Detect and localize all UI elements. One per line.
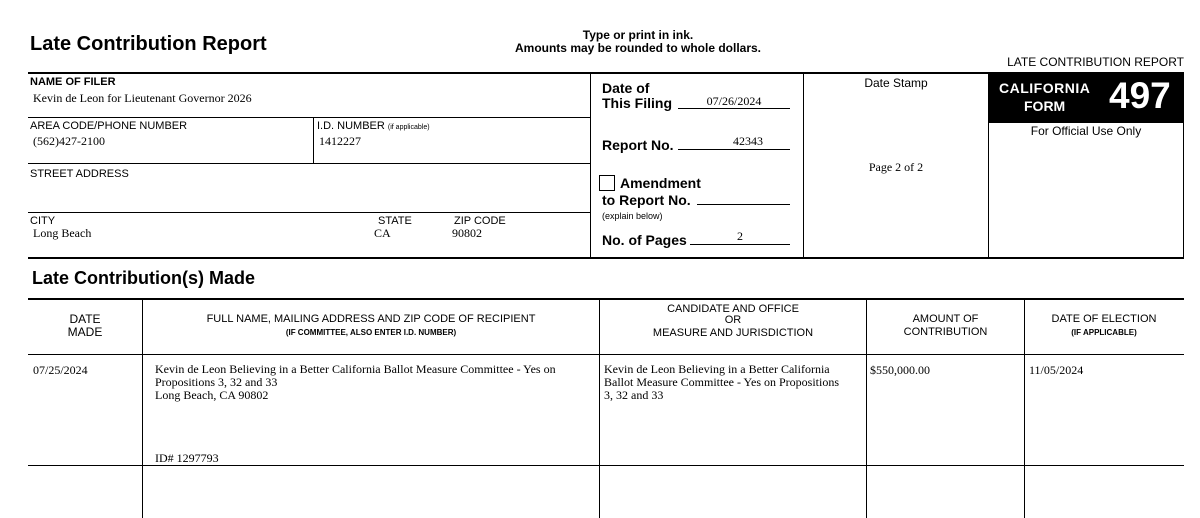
date-of-filing-value: 07/26/2024: [706, 94, 762, 108]
row-recipient-line2: Propositions 3, 32 and 33: [155, 375, 278, 389]
form-number: 497: [1109, 75, 1171, 116]
zip-value: 90802: [452, 226, 482, 240]
pages-value: 2: [737, 229, 743, 243]
filer-name-value: Kevin de Leon for Lieutenant Governor 2026: [33, 91, 252, 105]
page-title: Late Contribution Report: [30, 33, 267, 55]
table-top-rule: [28, 298, 1184, 300]
state-label: STATE: [378, 215, 412, 227]
form-state-label: CALIFORNIA: [999, 80, 1091, 96]
section-title: Late Contribution(s) Made: [32, 268, 255, 288]
filer-name-label: NAME OF FILER: [30, 76, 116, 88]
phone-id-divider: [313, 117, 314, 163]
street-label: STREET ADDRESS: [30, 168, 129, 180]
id-number-label: [317, 120, 430, 132]
city-value: Long Beach: [33, 226, 92, 240]
official-use-label: For Official Use Only: [1030, 124, 1142, 138]
amendment-report-no-underline: [697, 190, 790, 205]
row-recipient: [155, 363, 556, 402]
row-candidate-line2: Ballot Measure Committee - Yes on Propositions: [604, 375, 839, 389]
explain-note: (explain below): [602, 211, 663, 221]
header-amount-line1: AMOUNT OF: [912, 313, 979, 325]
id-number-label-text: I.D. NUMBER: [317, 120, 385, 132]
header-amount-line2: CONTRIBUTION: [903, 326, 988, 338]
form-word-label: FORM: [1024, 98, 1066, 114]
id-number-note: (if applicable): [387, 124, 430, 131]
header-date-made-line1: DATE: [69, 312, 101, 326]
row-election-date: 11/05/2024: [1029, 363, 1084, 377]
ink-instruction: Type or print in ink.: [582, 28, 694, 42]
city-label: CITY: [30, 215, 56, 227]
row-recipient-line1: Kevin de Leon Believing in a Better California Ballot Measure Committee - Yes on: [155, 362, 556, 376]
form-number-badge: [989, 73, 1183, 123]
pages-label: No. of Pages: [602, 232, 687, 248]
row-recipient-line3: Long Beach, CA 90802: [155, 388, 269, 402]
row-candidate-line1: Kevin de Leon Believing in a Better California: [604, 362, 830, 376]
header-recipient-line1: FULL NAME, MAILING ADDRESS AND ZIP CODE OF RECIPIENT: [206, 313, 536, 325]
amendment-checkbox[interactable]: [599, 175, 615, 191]
header-date-made-line2: MADE: [67, 325, 103, 339]
date-of-filing-label-line2: This Filing: [602, 95, 672, 111]
state-value: CA: [374, 226, 391, 240]
report-no-label: Report No.: [602, 137, 674, 153]
rounding-instruction: Amounts may be rounded to whole dollars.: [514, 41, 762, 55]
date-of-filing-label: [602, 81, 672, 111]
header-recipient-line2: (IF COMMITTEE, ALSO ENTER I.D. NUMBER): [285, 328, 457, 337]
row-date-made: 07/25/2024: [33, 363, 88, 377]
header-amount: [867, 313, 1024, 339]
phone-label: AREA CODE/PHONE NUMBER: [30, 120, 188, 132]
page-of-value: Page 2 of 2: [868, 160, 924, 174]
row-candidate: [604, 363, 839, 402]
filer-row-divider-2: [28, 163, 590, 164]
header-election: [1025, 313, 1183, 339]
amendment-report-no-label: to Report No.: [602, 192, 691, 208]
row-recipient-id: ID# 1297793: [155, 451, 219, 465]
filer-filing-divider: [590, 73, 591, 258]
header-candidate-line1: CANDIDATE AND OFFICE: [667, 303, 799, 315]
header-candidate: [600, 304, 866, 339]
table-header-bottom: [28, 354, 1184, 355]
row-candidate-line3: 3, 32 and 33: [604, 388, 664, 402]
form-caption: LATE CONTRIBUTION REPORT: [1007, 55, 1184, 69]
report-no-value: 42343: [733, 134, 763, 148]
row-amount: $550,000.00: [870, 363, 930, 377]
amendment-label: Amendment: [620, 175, 701, 191]
header-box-bottom: [28, 257, 1184, 259]
header-date-made: [28, 313, 142, 339]
zip-label: ZIP CODE: [454, 215, 506, 227]
filer-row-divider-1: [28, 117, 590, 118]
filer-row-divider-3: [28, 212, 590, 213]
header-election-line2: (IF APPLICABLE): [1071, 328, 1137, 337]
header-recipient: [143, 313, 599, 339]
header-election-line1: DATE OF ELECTION: [1051, 313, 1157, 325]
id-number-value: 1412227: [319, 134, 361, 148]
date-stamp-label: Date Stamp: [864, 76, 928, 90]
header-candidate-line2: OR: [724, 314, 742, 326]
header-candidate-line3: MEASURE AND JURISDICTION: [652, 327, 814, 339]
right-border: [1183, 73, 1184, 258]
phone-value: (562)427-2100: [33, 134, 105, 148]
date-of-filing-label-line1: Date of: [602, 80, 650, 96]
